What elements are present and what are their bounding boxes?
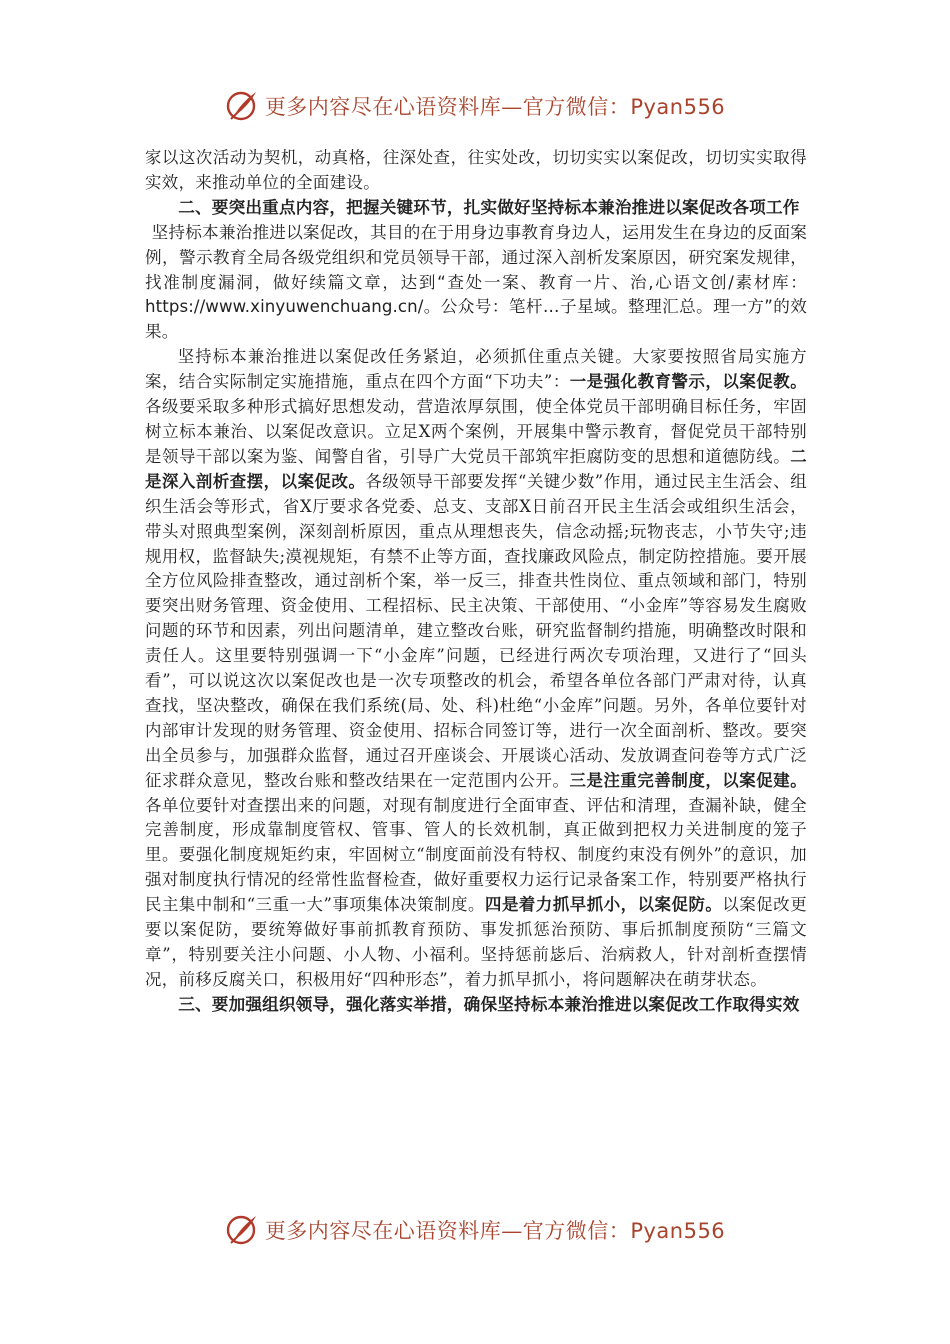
paragraph-continued: 家以这次活动为契机，动真格，往深处查，往实处改，切切实实以案促改，切切实实取得实效，来推动单位的全面建设。	[145, 148, 807, 192]
header-watermark	[0, 86, 950, 126]
quill-logo-icon	[225, 1213, 259, 1247]
point-3: 三是注重完善制度，以案促建。	[569, 770, 808, 790]
point-4: 四是着力抓早抓小，以案促防。	[485, 895, 723, 915]
banner-text: 更多内容尽在心语资料库—官方微信：	[264, 95, 631, 119]
document-body	[145, 146, 807, 1018]
point-2: 二是深入剖析查摆，以案促改。	[145, 446, 807, 491]
section-heading-2: 二、要突出重点内容，把握关键环节，扎实做好坚持标本兼治推进以案促改各项工作	[178, 197, 800, 217]
footer-watermark	[0, 1210, 950, 1250]
banner-text: 更多内容尽在心语资料库—官方微信：	[264, 1219, 631, 1243]
quill-logo-icon	[225, 89, 259, 123]
paragraph-intro: 坚持标本兼治推进以案促改，其目的在于用身边事教育身边人，运用发生在身边的反面案例，警示教育全局各级党组织和党员领导干部，通过深入剖析发案原因，研究案发规律，找准制度漏洞，做好续篇文章，达到“查处一案、教育一片、治,心语文创/素材库：https://www.xinyuwenchuang.cn/。公众号：笔杆…子星域。整理汇总。理一方”的效果。	[145, 222, 807, 342]
banner-wechat-id: Pyan556	[630, 1219, 726, 1243]
section-heading-3: 三、要加强组织领导，强化落实举措，确保坚持标本兼治推进以案促改工作取得实效	[178, 994, 800, 1014]
point-1: 一是强化教育警示，以案促教。	[569, 372, 807, 392]
paragraph-main: 坚持标本兼治推进以案促改任务紧迫，必须抓住重点关键。大家要按照省局实施方案，结合实际制定实施措施，重点在四个方面“下功夫”：一是强化教育警示，以案促教。各级要采取多种形式搞好思想发动，营造浓厚氛围，使全体党员干部明确目标任务，牢固树立标本兼治、以案促改意识。立足X两个案例，开展集中警示教育，督促党员干部特别是领导干部以案为鉴、闻警自省，引导广大党员干部筑牢拒腐防变的思想和道德防线。二是深入剖析查摆，以案促改。各级领导干部要发挥“关键少数”作用，通过民主生活会、组织生活会等形式，省X厅要求各党委、总支、支部X日前召开民主生活会或组织生活会，带头对照典型案例，深刻剖析原因，重点从理想丧失，信念动摇;玩物丧志，小节失守;违规用权，监督缺失;漠视规矩，有禁不止等方面，查找廉政风险点，制定防控措施。要开展全方位风险排查整改，通过剖析个案，举一反三，排查共性岗位、重点领域和部门，特别要突出财务管理、资金使用、工程招标、民主决策、干部使用、“小金库”等容易发生腐败问题的环节和因素，列出问题清单，建立整改台账，研究监督制约措施，明确整改时限和责任人。这里要特别强调一下“小金库”问题，已经进行两次专项治理，又进行了“回头看”，可以说这次以案促改也是一次专项整改的机会，希望各单位各部门严肃对待，认真查找，坚决整改，确保在我们系统(局、处、科)杜绝“小金库”问题。另外，各单位要针对内部审计发现的财务管理、资金使用、招标合同签订等，进行一次全面剖析、整改。要突出全员参与，加强群众监督，通过召开座谈会、开展谈心活动、发放调查问卷等方式广泛征求群众意见，整改台账和整改结果在一定范围内公开。三是注重完善制度，以案促建。各单位要针对查摆出来的问题，对现有制度进行全面审查、评估和清理，查漏补缺，健全完善制度，形成靠制度管权、管事、管人的长效机制，真正做到把权力关进制度的笼子里。要强化制度规矩约束，牢固树立“制度面前没有特权、制度约束没有例外”的意识，加强对制度执行情况的经常性监督检查，做好重要权力运行记录备案工作，特别要严格执行民主集中制和“三重一大”事项集体决策制度。四是着力抓早抓小，以案促防。以案促改更要以案促防，要统筹做好事前抓教育预防、事发抓惩治预防、事后抓制度预防“三篇文章”，特别要关注小问题、小人物、小福利。坚持惩前毖后、治病救人，针对剖析查摆情况，前移反腐关口，积极用好“四种形态”，着力抓早抓小，将问题解决在萌芽状态。	[145, 347, 808, 989]
banner-wechat-id: Pyan556	[630, 95, 726, 119]
